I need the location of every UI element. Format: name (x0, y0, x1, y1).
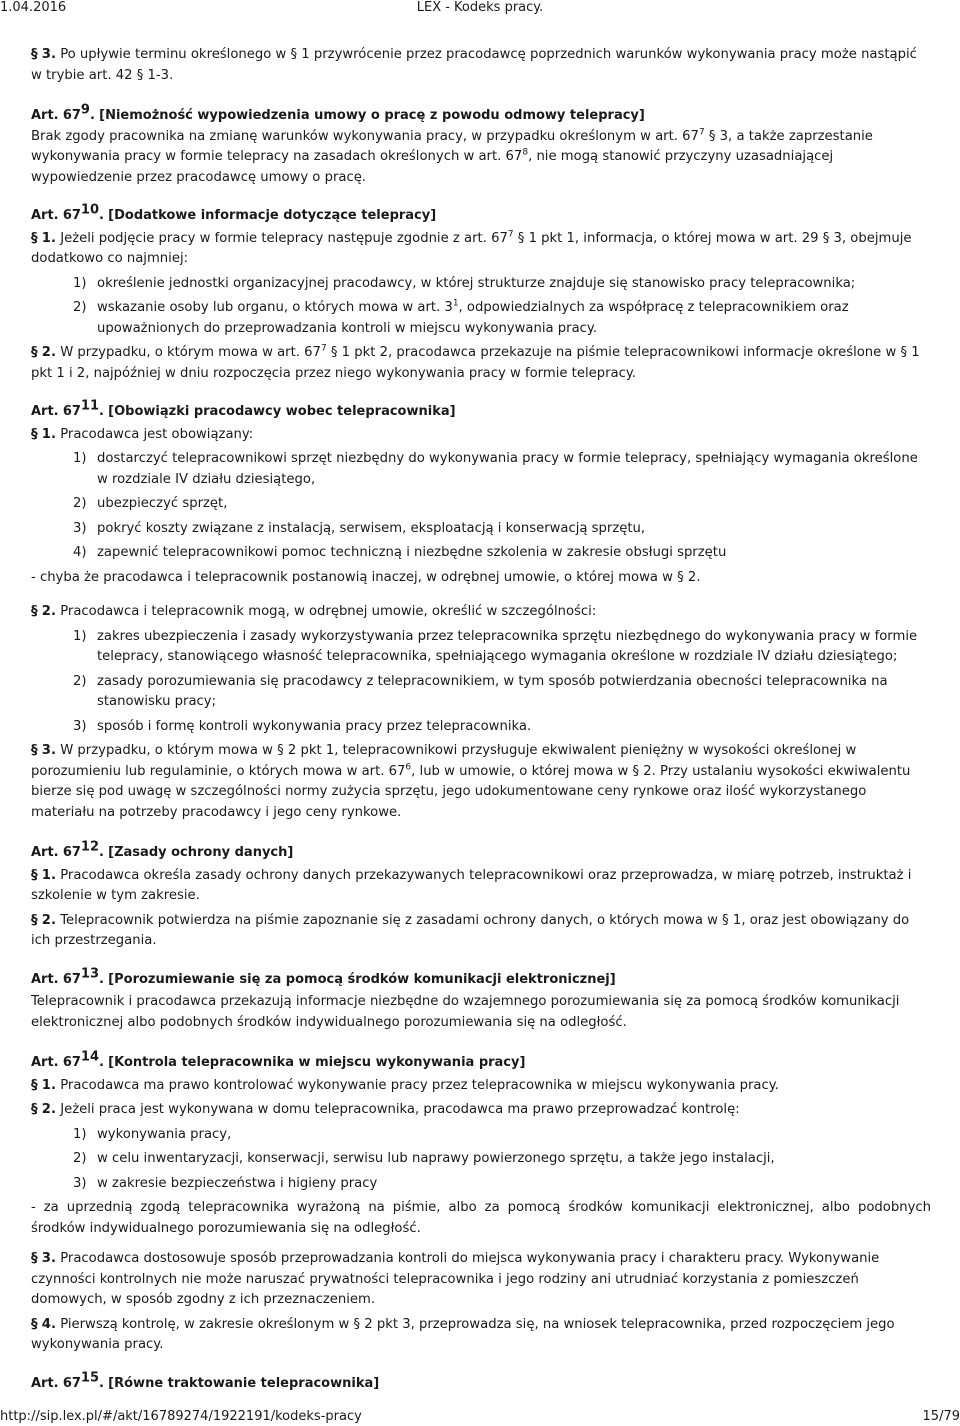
text-part: § 3, a także zaprzestanie wykonywania pracy w formie telepracy na zasadach określonych w art. 67 (31, 128, 873, 164)
document-title: LEX - Kodeks pracy. (416, 0, 544, 15)
article-heading-67-14 (31, 1049, 931, 1074)
article-number: 67 (62, 971, 81, 987)
section-sign: § (31, 230, 38, 246)
article-dot: . (89, 108, 95, 123)
section-sign: § (31, 1316, 38, 1332)
item-number: 4) (73, 545, 87, 560)
section-sign: § (31, 345, 38, 360)
article-heading-67-12 (31, 839, 931, 864)
section-sign: § (31, 743, 38, 758)
list-item (73, 1149, 931, 1170)
section-sign: § (31, 426, 38, 442)
section-text: Po upływie terminu określonego w § 1 przywrócenie przez pracodawcę poprzednich warunków wykonywania pracy może nastąpić w trybie art. 42 § 1-3. (31, 47, 917, 83)
article-dot: . (99, 404, 104, 419)
article-superscript: 12 (80, 839, 100, 855)
section-number: 1. (41, 230, 56, 246)
section-sign: § (31, 1251, 38, 1266)
list-item (73, 449, 931, 490)
item-number: 3) (73, 1175, 87, 1191)
article-number: 67 (62, 845, 81, 860)
article-label: Art. (31, 1055, 59, 1070)
article-dot: . (99, 1375, 104, 1391)
section-2 (31, 343, 931, 384)
item-number: 1) (73, 275, 87, 291)
item-number: 2) (73, 496, 87, 511)
article-title: [Równe traktowanie telepracownika] (108, 1375, 380, 1391)
list-item (73, 519, 931, 540)
print-date: 1.04.2016 (0, 0, 67, 15)
item-text: w celu inwentaryzacji, konserwacji, serwisu lub naprawy powierzonego sprzętu, a także jego instalacji, (97, 1151, 775, 1166)
item-number: 1) (73, 451, 87, 466)
list-item (73, 1174, 931, 1195)
section-text: Jeżeli praca jest wykonywana w domu telepracownika, pracodawca ma prawo przeprowadzać kontrolę: (60, 1102, 740, 1117)
superscript: 7 (698, 127, 705, 138)
section-3 (31, 45, 931, 86)
section-number: 2. (41, 1102, 56, 1117)
section-3 (31, 741, 931, 823)
article-dot: . (99, 971, 104, 987)
article-number: 67 (62, 1055, 81, 1070)
article-dot: . (99, 208, 104, 223)
item-number: 1) (73, 1126, 87, 1142)
item-text: dostarczyć telepracownikowi sprzęt niezbędny do wykonywania pracy w formie telepracy, spełniający wymagania określone w rozdziale IV działu dziesiątego, (97, 451, 918, 487)
article-number: 67 (62, 1375, 81, 1391)
list-item (73, 274, 931, 295)
item-text (97, 298, 931, 339)
article-text (31, 127, 931, 189)
section-number: 3. (41, 743, 56, 758)
closing-text: - za uprzednią zgodą telepracownika wyrażoną na piśmie, albo za pomocą środków komunikacji elektronicznej, albo podobnych środków indywidualnego porozumiewania się na odległość. (31, 1200, 931, 1236)
section-text: Pracodawca jest obowiązany: (60, 426, 254, 442)
text-part: wskazanie osoby lub organu, o których mowa w art. 3 (97, 300, 453, 315)
article-number: 67 (62, 108, 81, 123)
section-sign: § (31, 867, 38, 883)
item-text: w zakresie bezpieczeństwa i higieny pracy (97, 1175, 378, 1191)
article-heading-67-15 (31, 1370, 931, 1395)
article-label: Art. (31, 1375, 59, 1391)
article-superscript: 10 (80, 202, 100, 218)
article-title: [Zasady ochrony danych] (108, 845, 294, 860)
list-item (73, 672, 931, 713)
section-sign: § (31, 1102, 38, 1117)
section-4 (31, 1315, 931, 1356)
text-part: , lub w umowie, o której mowa w § 2. Przy ustalaniu wysokości ekwiwalentu bierze się pod uwagę w szczególności normy zużycia sprzętu, jego udokumentowane ceny rynkowe oraz ilość wykorzystanego materiału na potrzeby pracodawcy i jego ceny rynkowe. (31, 763, 911, 820)
item-number: 3) (73, 520, 87, 536)
section-text: Pracodawca ma prawo kontrolować wykonywanie pracy przez telepracownika w miejscu wykonywania pracy. (60, 1077, 779, 1093)
document-body (31, 45, 931, 1394)
section-2 (31, 911, 931, 952)
section-text: Telepracownik potwierdza na piśmie zapoznanie się z zasadami ochrony danych, o których mowa w § 1, oraz jest obowiązany do ich przestrzegania. (31, 912, 910, 948)
article-number: 67 (62, 208, 81, 223)
item-number: 3) (73, 718, 87, 734)
article-label: Art. (31, 845, 59, 860)
item-text: pokryć koszty związane z instalacją, serwisem, eksploatacją i konserwacją sprzętu, (97, 520, 646, 536)
superscript: 1 (452, 298, 459, 309)
item-text: zasady porozumiewania się pracodawcy z telepracownikiem, w tym sposób potwierdzania obecności telepracownika na stanowisku pracy; (97, 673, 888, 709)
text-part: Brak zgody pracownika na zmianę warunków wykonywania pracy, w przypadku określonym w art. 67 (31, 128, 699, 144)
section-sign: § (31, 47, 38, 62)
text-part: W przypadku, o którym mowa w § 2 pkt 1, telepracownikowi przysługuje ekwiwalent pieniężny w wysokości określonej w porozumieniu lub regulaminie, o których mowa w art. 67 (31, 743, 857, 779)
section-1 (31, 1076, 931, 1097)
page-number: 15/79 (922, 1409, 960, 1424)
section-3 (31, 1249, 931, 1311)
section-number: 3. (41, 1251, 56, 1266)
item-number: 2) (73, 673, 87, 689)
article-title: [Obowiązki pracodawcy wobec telepracownika] (108, 404, 456, 419)
page-header (0, 0, 960, 18)
list-item (73, 1125, 931, 1146)
item-text: wykonywania pracy, (97, 1126, 232, 1142)
section-number: 2. (41, 345, 56, 360)
section-2 (31, 1100, 931, 1121)
article-superscript: 14 (80, 1049, 100, 1065)
article-superscript: 13 (80, 966, 100, 982)
superscript: 6 (405, 762, 412, 773)
article-heading-67-11 (31, 398, 931, 423)
article-heading-67-9 (31, 102, 931, 127)
text-part: § 1 pkt 1, informacja, o której mowa w art. 29 § 3, obejmuje dodatkowo co najmniej: (31, 230, 912, 266)
section-2 (31, 602, 931, 623)
article-dot: . (99, 1055, 104, 1070)
source-url: http://sip.lex.pl/#/akt/16789274/1922191/kodeks-pracy (0, 1409, 362, 1424)
section-number: 4. (41, 1316, 56, 1332)
article-superscript: 9 (80, 102, 90, 118)
article-superscript: 11 (80, 398, 100, 414)
article-heading-67-13 (31, 966, 931, 991)
article-number: 67 (62, 404, 81, 419)
item-text: sposób i formę kontroli wykonywania pracy przez telepracownika. (97, 718, 532, 734)
section-1 (31, 425, 931, 446)
item-number: 1) (73, 628, 87, 644)
item-text: zapewnić telepracownikowi pomoc techniczną i niezbędne szkolenia w zakresie obsługi sprzętu (97, 545, 727, 560)
section-number: 1. (41, 867, 56, 883)
article-dot: . (99, 845, 104, 860)
article-heading-67-10 (31, 202, 931, 227)
item-text: zakres ubezpieczenia i zasady wykorzystywania przez telepracownika sprzętu niezbędnego do wykonywania pracy w formie telepracy, stanowiącego własność telepracownika, spełniającego wymagania określone w rozdziale IV działu dziesiątego; (97, 628, 918, 664)
item-number: 2) (73, 300, 87, 315)
text-part: W przypadku, o którym mowa w art. 67 (60, 345, 321, 360)
section-number: 1. (41, 426, 56, 442)
section-text: Pierwszą kontrolę, w zakresie określonym w § 2 pkt 3, przeprowadza się, na wniosek telepracownika, przed rozpoczęciem jego wykonywania pracy. (31, 1316, 895, 1352)
section-sign: § (31, 912, 38, 928)
section-number: 2. (41, 912, 56, 928)
article-label: Art. (31, 208, 59, 223)
article-title: [Dodatkowe informacje dotyczące telepracy] (108, 208, 437, 223)
list-item (73, 543, 931, 564)
text-part: § 1 pkt 2, pracodawca przekazuje na piśmie telepracownikowi informacje określone w § 1 pkt 1 i 2, najpóźniej w dniu rozpoczęcia przez niego wykonywania pracy w formie telepracy. (31, 345, 920, 381)
list-item (73, 298, 931, 339)
item-number: 2) (73, 1151, 87, 1166)
section-1 (31, 866, 931, 907)
superscript: 7 (320, 343, 327, 354)
superscript: 8 (522, 147, 529, 158)
list-item (73, 627, 931, 668)
article-label: Art. (31, 971, 59, 987)
text-part: , odpowiedzialnych za współpracę z telepracownikiem oraz upoważnionych do przeprowadzania kontroli w miejscu wykonywania pracy. (97, 300, 849, 336)
article-title: [Porozumiewanie się za pomocą środków komunikacji elektronicznej] (108, 971, 616, 987)
article-superscript: 15 (80, 1370, 100, 1386)
article-text: Telepracownik i pracodawca przekazują informacje niezbędne do wzajemnego porozumiewania się za pomocą środków komunikacji elektronicznej albo podobnych środków indywidualnego porozumiewania się na odległość. (31, 994, 900, 1030)
list-item (73, 494, 931, 515)
article-label: Art. (31, 404, 59, 419)
section-sign: § (31, 604, 38, 619)
article-title: [Niemożność wypowiedzenia umowy o pracę z powodu odmowy telepracy] (99, 108, 645, 123)
section-number: 2. (41, 604, 56, 619)
item-text: ubezpieczyć sprzęt, (97, 496, 228, 511)
list-item (73, 717, 931, 738)
section-number: 1. (41, 1077, 56, 1093)
text-part: , nie mogą stanowić przyczyny uzasadniającej wypowiedzenie przez pracodawcę umowy o pracę. (31, 149, 834, 185)
closing-text: - chyba że pracodawca i telepracownik postanowią inaczej, w odrębnej umowie, o której mowa w § 2. (31, 569, 701, 585)
section-sign: § (31, 1077, 38, 1093)
section-text: Pracodawca i telepracownik mogą, w odrębnej umowie, określić w szczególności: (60, 604, 597, 619)
section-number: 3. (41, 47, 56, 62)
section-text: Pracodawca dostosowuje sposób przeprowadzania kontroli do miejsca wykonywania pracy i charakteru pracy. Wykonywanie czynności kontrolnych nie może naruszać prywatności telepracownika i jego rodziny ani utrudniać korzystania z pomieszczeń domowych, w sposób zgodny z ich przeznaczeniem. (31, 1251, 880, 1307)
text-part: Jeżeli podjęcie pracy w formie telepracy następuje zgodnie z art. 67 (60, 230, 508, 246)
section-text: Pracodawca określa zasady ochrony danych przekazywanych telepracownikowi oraz przeprowadza, w miarę potrzeb, instruktaż i szkolenie w tym zakresie. (31, 867, 912, 903)
superscript: 7 (507, 229, 514, 240)
page-footer (0, 1409, 960, 1426)
item-text: określenie jednostki organizacyjnej pracodawcy, w której strukturze znajduje się stanowisko pracy telepracownika; (97, 275, 856, 291)
article-title: [Kontrola telepracownika w miejscu wykonywania pracy] (108, 1055, 526, 1070)
section-1 (31, 229, 931, 270)
article-label: Art. (31, 108, 59, 123)
